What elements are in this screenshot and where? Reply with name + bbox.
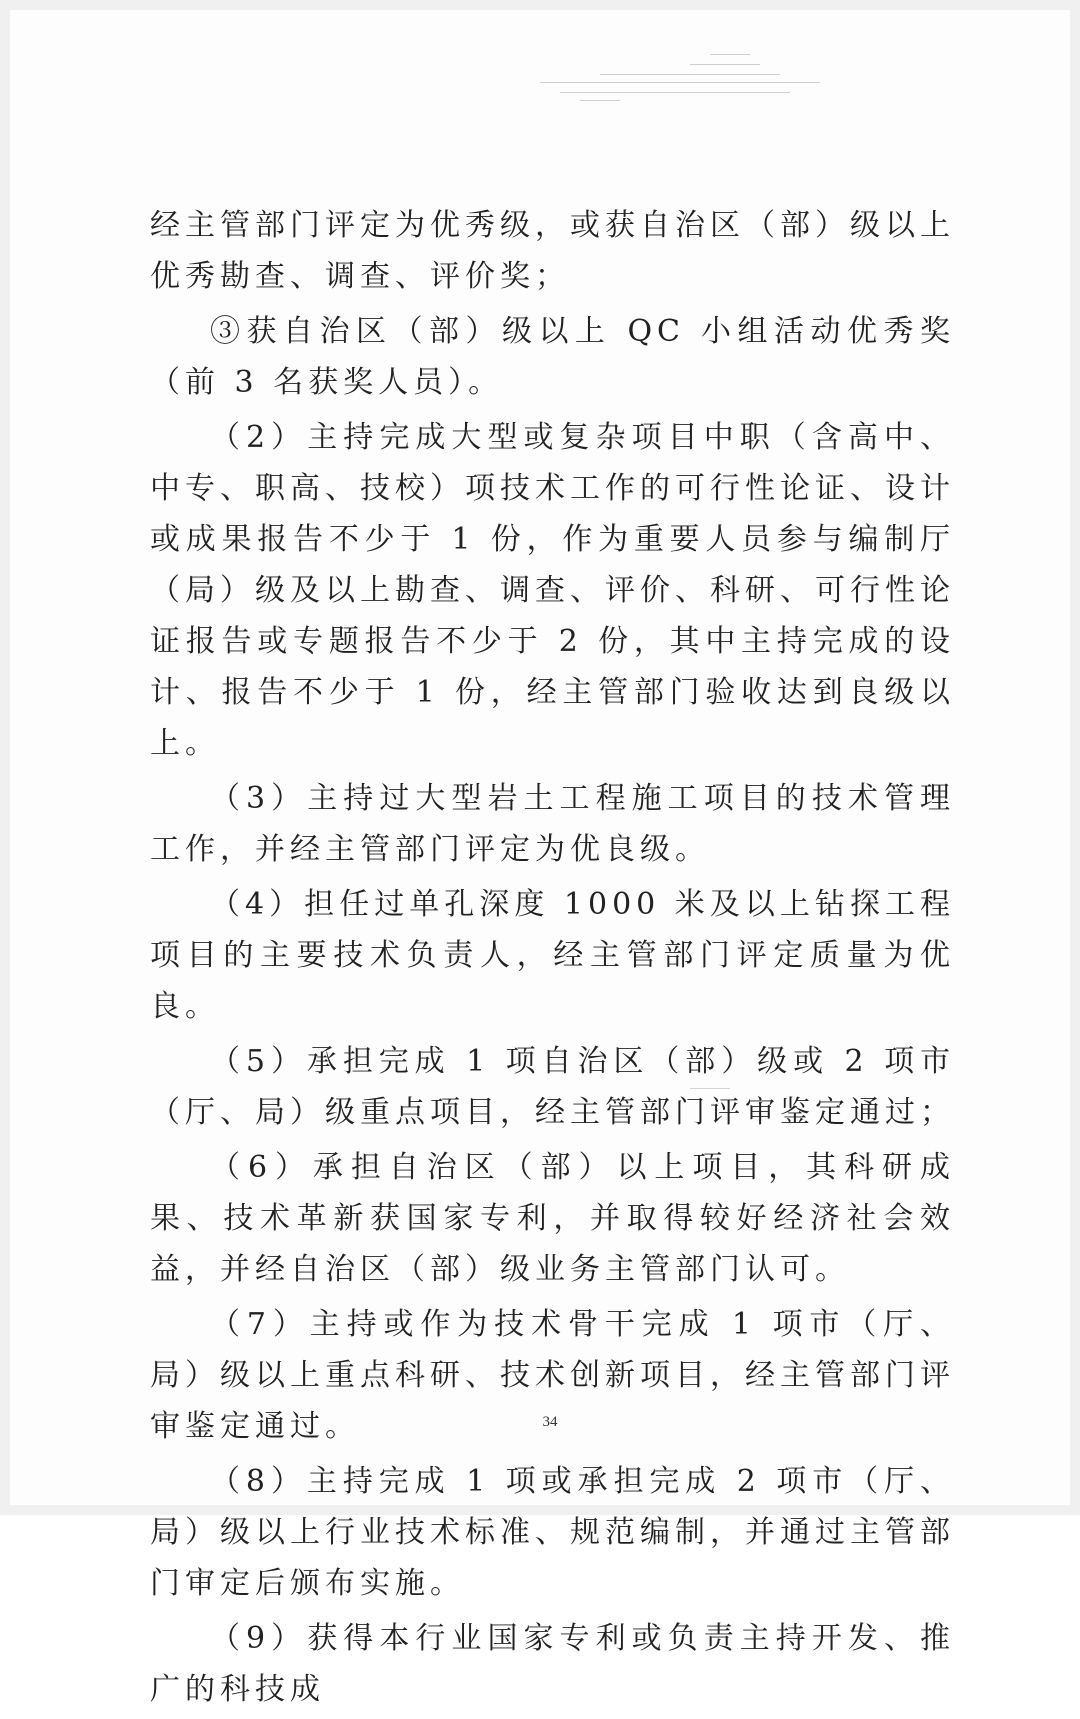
scan-mark [690,1088,730,1089]
paragraph-continuation: 经主管部门评定为优秀级，或获自治区（部）级以上优秀勘查、调查、评价奖； [150,208,955,294]
page-number: 34 [542,1414,558,1430]
paragraph-item-3: ③获自治区（部）级以上 QC 小组活动优秀奖（前 3 名获奖人员）。 [150,314,955,400]
paragraph-5: （5）承担完成 1 项自治区（部）级或 2 项市（厅、局）级重点项目，经主管部门评审鉴定通过； [150,1044,955,1130]
paragraph-2: （2）主持完成大型或复杂项目中职（含高中、中专、职高、技校）项技术工作的可行性论证、设计或成果报告不少于 1 份，作为重要人员参与编制厅（局）级及以上勘查、调查、评价、科研、可行性论证报告或专题报告不少于 2 份，其中主持完成的设计、报告不少于 1 份，经主管部门验收达到良级以上。 [150,420,955,761]
paragraph-3: （3）主持过大型岩土工程施工项目的技术管理工作，并经主管部门评定为优良级。 [150,781,955,867]
paragraph-9: （9）获得本行业国家专利或负责主持开发、推广的科技成 [150,1621,955,1707]
body-text [150,200,955,1719]
paragraph-6: （6）承担自治区（部）以上项目，其科研成果、技术革新获国家专利，并取得较好经济社会效益，并经自治区（部）级业务主管部门认可。 [150,1150,955,1287]
header-scan-marks [540,50,830,110]
paragraph-4: （4）担任过单孔深度 1000 米及以上钻探工程项目的主要技术负责人，经主管部门评定质量为优良。 [150,887,955,1024]
paragraph-7: （7）主持或作为技术骨干完成 1 项市（厅、局）级以上重点科研、技术创新项目，经主管部门评审鉴定通过。 [150,1307,955,1444]
paragraph-8: （8）主持完成 1 项或承担完成 2 项市（厅、局）级以上行业技术标准、规范编制，并通过主管部门审定后颁布实施。 [150,1464,955,1601]
